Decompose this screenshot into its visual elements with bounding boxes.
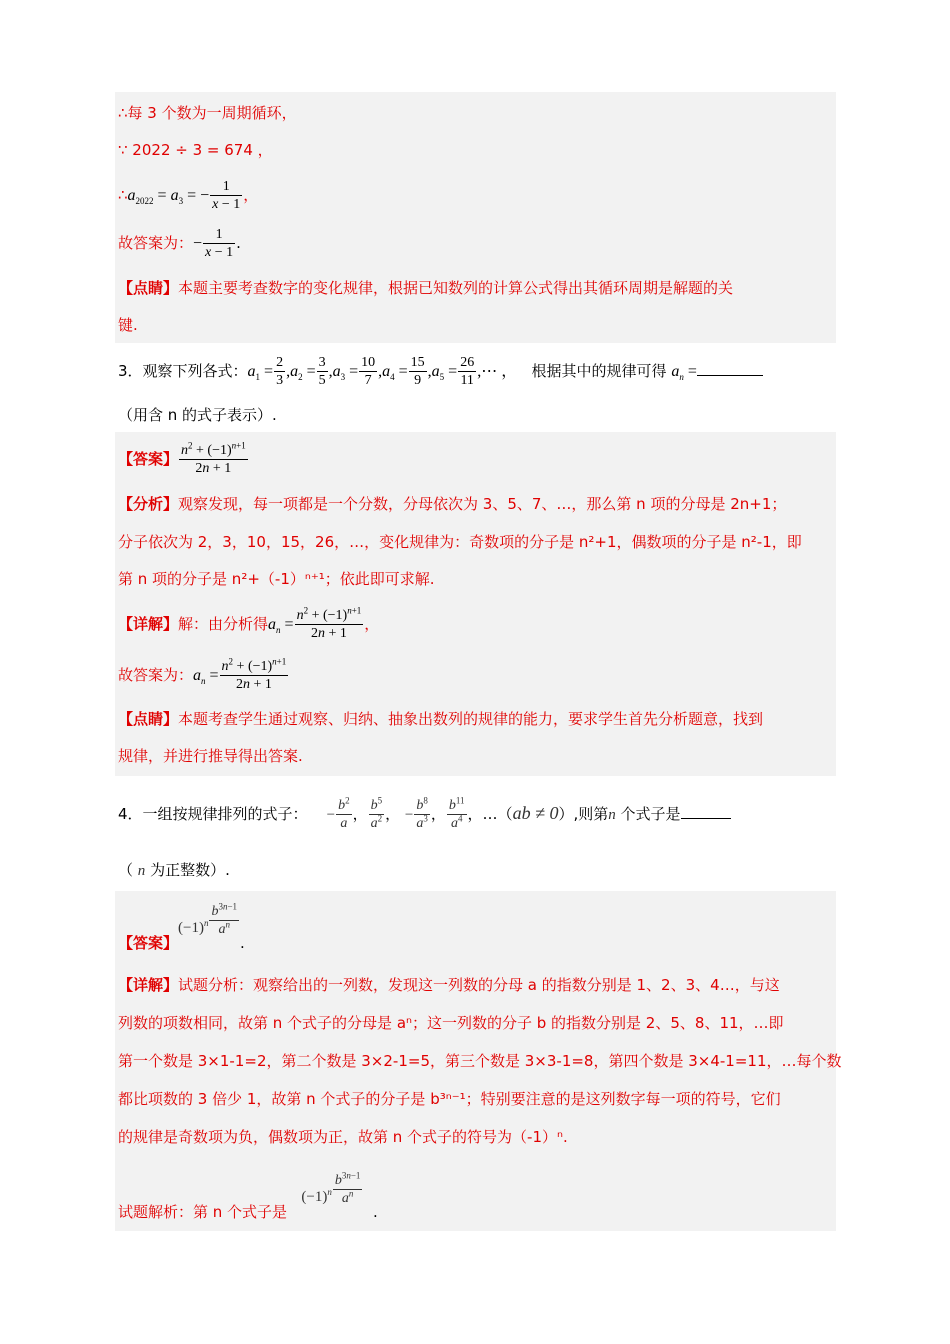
q4-detail-line2: 列数的项数相同，故第 n 个式子的分母是 aⁿ；这一列数的分子 b 的指数分别是 2、5、8、11，…即 — [118, 1014, 784, 1032]
q4-detail-line4: 都比项数的 3 倍少 1，故第 n 个式子的分子是 b³ⁿ⁻¹；特别要注意的是这列数字每一项的符号，它们 — [118, 1090, 781, 1108]
solution-block-prev — [115, 92, 836, 343]
q4-answer: 【答案】$(-1)^n$ $\frac{b^{3n-1}}{a^n}$ . — [118, 901, 245, 952]
q3-answer: 【答案】 $\frac{n^2 + (-1)^{n+1}}{2n + 1}$ — [118, 440, 246, 476]
q3-final-answer: 故答案为：$a_n$ = $\frac{n^2 + (-1)^{n+1}}{2n + 1}$ — [118, 656, 287, 692]
q4-stem: 4．一组按规律排列的式子： − $\frac{b^2}{a}$ ， $\frac{b^5}{a^2}$ ， − $\frac{b^8}{a^3}$ ， $\frac{b^{11}}{a^4}$ ，…（ab ≠ 0）,则第n 个式子是 — [118, 788, 731, 838]
a2022-line: $\therefore a_{2022} = a_3$ = − $\frac{1}{x - 1}$ ， — [118, 179, 259, 212]
q4-detail-line1: 【详解】试题分析：观察给出的一列数，发现这一列数的分母 a 的指数分别是 1、2、3、4…，与这 — [118, 976, 780, 994]
q3-stem-line2: （用含 n 的式子表示）. — [118, 406, 277, 424]
q3-stem: 3．观察下列各式：$a_1$ = $\frac{2}{3}$ $,a_2$ = $\frac{3}{5}$ $,a_3$ = $\frac{10}{7}$ $,a_4$ = $\frac{15}{9}$ $,a_5$ = $\frac{26}{11}$ ,⋯ ， 根据其中的规律可得 $a_n$ = — [118, 350, 763, 392]
q4-stem-line2: （ n 为正整数）. — [118, 861, 230, 879]
prev-dianjing-line1: 【点睛】本题主要考查数字的变化规律，根据已知数列的计算公式得出其循环周期是解题的关 — [118, 279, 734, 297]
q3-analysis-line2: 分子依次为 2，3，10，15，26，…，变化规律为：奇数项的分子是 n²+1，偶数项的分子是 n²-1，即 — [118, 533, 802, 551]
q3-dianjing-line2: 规律，并进行推导得出答案. — [118, 747, 303, 765]
fraction: $\frac{1}{x - 1}$ — [205, 227, 234, 260]
prev-answer-line: 故答案为：− $\frac{1}{x - 1}$ . — [118, 227, 241, 260]
q4-detail-line5: 的规律是奇数项为负，偶数项为正，故第 n 个式子的符号为（-1）ⁿ. — [118, 1128, 568, 1146]
q4-solution: 试题解析：第 n 个式子是 $(-1)^n$ $\frac{b^{3n-1}}{a^n}$ . — [118, 1170, 378, 1221]
period-line: ∴每 3 个数为一周期循环， — [118, 104, 297, 122]
fraction: $\frac{1}{x - 1}$ — [212, 179, 241, 212]
q3-detail: 【详解】解：由分析得$a_n$ = $\frac{n^2 + (-1)^{n+1}}{2n + 1}$ ， — [118, 605, 380, 641]
prev-dianjing-line2: 键. — [118, 316, 138, 334]
q3-analysis-line3: 第 n 项的分子是 n²+（-1）ⁿ⁺¹；依此即可求解. — [118, 570, 435, 588]
division-line: ∵ 2022 ÷ 3 = 674 ， — [118, 141, 273, 159]
q3-dianjing-line1: 【点睛】本题考查学生通过观察、归纳、抽象出数列的规律的能力，要求学生首先分析题意，找到 — [118, 710, 764, 728]
q3-analysis-line1: 【分析】观察发现，每一项都是一个分数，分母依次为 3、5、7、…，那么第 n 项的分母是 2n+1； — [118, 495, 787, 513]
q4-detail-line3: 第一个数是 3×1-1=2，第二个数是 3×2-1=5，第三个数是 3×3-1=8，第四个数是 3×4-1=11，…每个数 — [118, 1052, 842, 1070]
